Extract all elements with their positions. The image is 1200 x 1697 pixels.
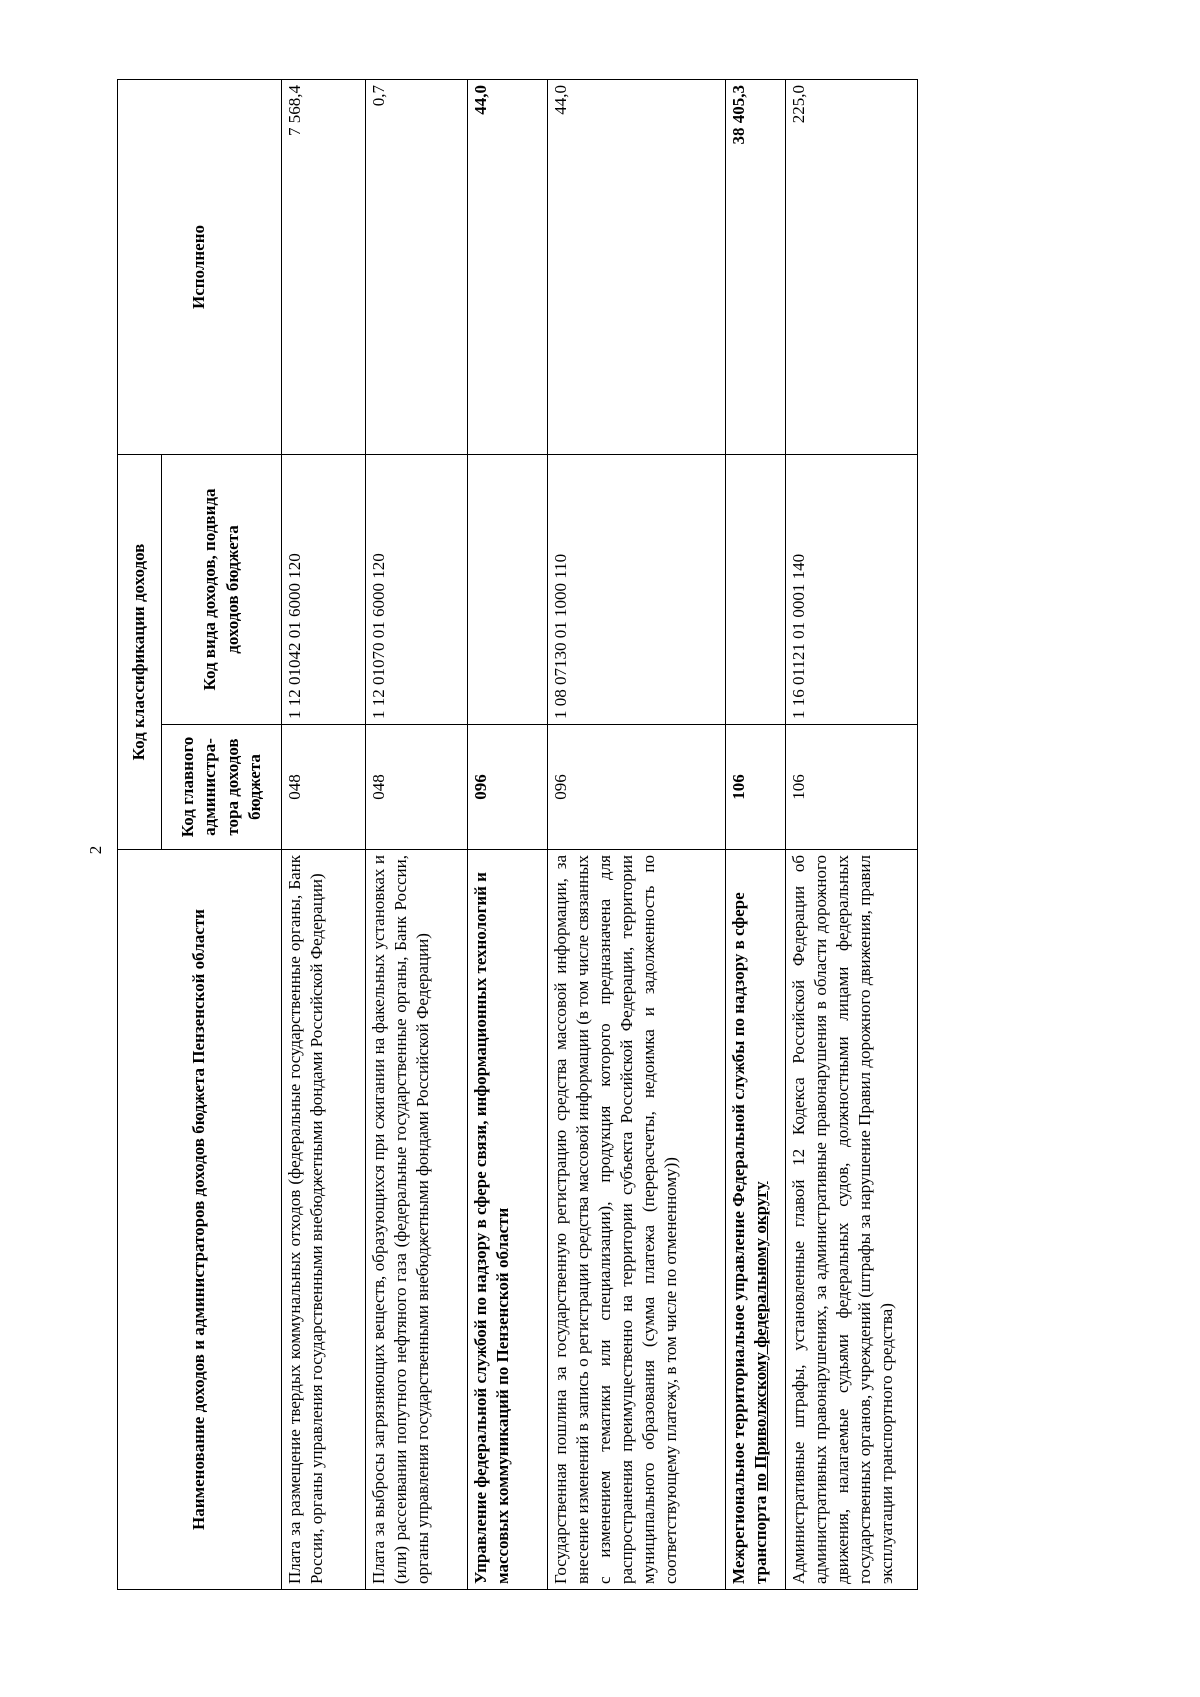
row-executed: 44,0 bbox=[468, 80, 548, 455]
row-type-code: 1 08 07130 01 1000 110 bbox=[548, 455, 726, 725]
row-name: Государственная пошлина за государственную регистрацию средства массовой информации, за внесение изменений в запись о регистрации средства массовой информации (в том числе связанных с изменением тематики или специализации), продукция которого предназначена для распространения преимущественно на территории субъекта Российской Федерации, территории муниципального образования (сумма платежа (перерасчеты, недоимка и задолженность по соответствующему платежу, в том числе по отмененному)) bbox=[548, 850, 726, 1590]
row-name: Плата за выбросы загрязняющих веществ, образующихся при сжигании на факельных установках и (или) рассеивании попутного нефтяного газа (федеральные государственные органы, Банк России, органы управления государственными внебюджетными фондами Российской Федерации) bbox=[366, 850, 468, 1590]
row-name-underlined: по Приволжскому федеральному округу bbox=[751, 1181, 771, 1492]
table-row bbox=[282, 80, 366, 1590]
row-admin-code: 106 bbox=[786, 725, 918, 850]
table-row bbox=[726, 80, 786, 1590]
row-admin-code: 048 bbox=[366, 725, 468, 850]
row-type-code: 1 16 01121 01 0001 140 bbox=[786, 455, 918, 725]
page-number: 2 bbox=[86, 845, 105, 855]
table-row bbox=[548, 80, 726, 1590]
row-type-code bbox=[468, 455, 548, 725]
row-admin-code: 096 bbox=[548, 725, 726, 850]
row-name: Плата за размещение твердых коммунальных отходов (федеральные государственные органы, Банк России, органы управления государственными внебюджетными фондами Российской Федерации) bbox=[282, 850, 366, 1590]
revenue-table bbox=[117, 79, 918, 1590]
row-name: Управление федеральной службой по надзору в сфере связи, информационных технологий и массовых коммуникаций по Пензенской области bbox=[468, 850, 548, 1590]
header-type-code: Код вида доходов, подвида доходов бюджета bbox=[162, 455, 282, 725]
table-row bbox=[786, 80, 918, 1590]
row-name-part: Межрегиональное территориальное управление Федеральной службы по надзору в сфере транспорта bbox=[729, 892, 771, 1584]
row-type-code: 1 12 01070 01 6000 120 bbox=[366, 455, 468, 725]
row-admin-code: 048 bbox=[282, 725, 366, 850]
row-name: Административные штрафы, установленные главой 12 Кодекса Российской Федерации об административных правонарушениях, за административные правонарушения в области дорожного движения, налагаемые судьями федеральных судов, должностными лицами федеральных государственных органов, учреждений (штрафы за нарушение Правил дорожного движения, правил эксплуатации транспортного средства) bbox=[786, 850, 918, 1590]
header-name: Наименование доходов и администраторов доходов бюджета Пензенской области bbox=[118, 850, 282, 1590]
table-header-row bbox=[118, 80, 162, 1590]
table-row bbox=[366, 80, 468, 1590]
header-admin-code: Код главного администра-тора доходов бюджета bbox=[162, 725, 282, 850]
table-row bbox=[468, 80, 548, 1590]
row-executed: 38 405,3 bbox=[726, 80, 786, 455]
row-type-code bbox=[726, 455, 786, 725]
row-name bbox=[726, 850, 786, 1590]
header-executed: Исполнено bbox=[118, 80, 282, 455]
row-admin-code: 106 bbox=[726, 725, 786, 850]
row-executed: 7 568,4 bbox=[282, 80, 366, 455]
rotated-page-content bbox=[117, 80, 907, 1590]
row-executed: 225,0 bbox=[786, 80, 918, 455]
row-admin-code: 096 bbox=[468, 725, 548, 850]
row-executed: 44,0 bbox=[548, 80, 726, 455]
header-classification-group: Код классификации доходов bbox=[118, 455, 162, 850]
row-executed: 0,7 bbox=[366, 80, 468, 455]
row-type-code: 1 12 01042 01 6000 120 bbox=[282, 455, 366, 725]
